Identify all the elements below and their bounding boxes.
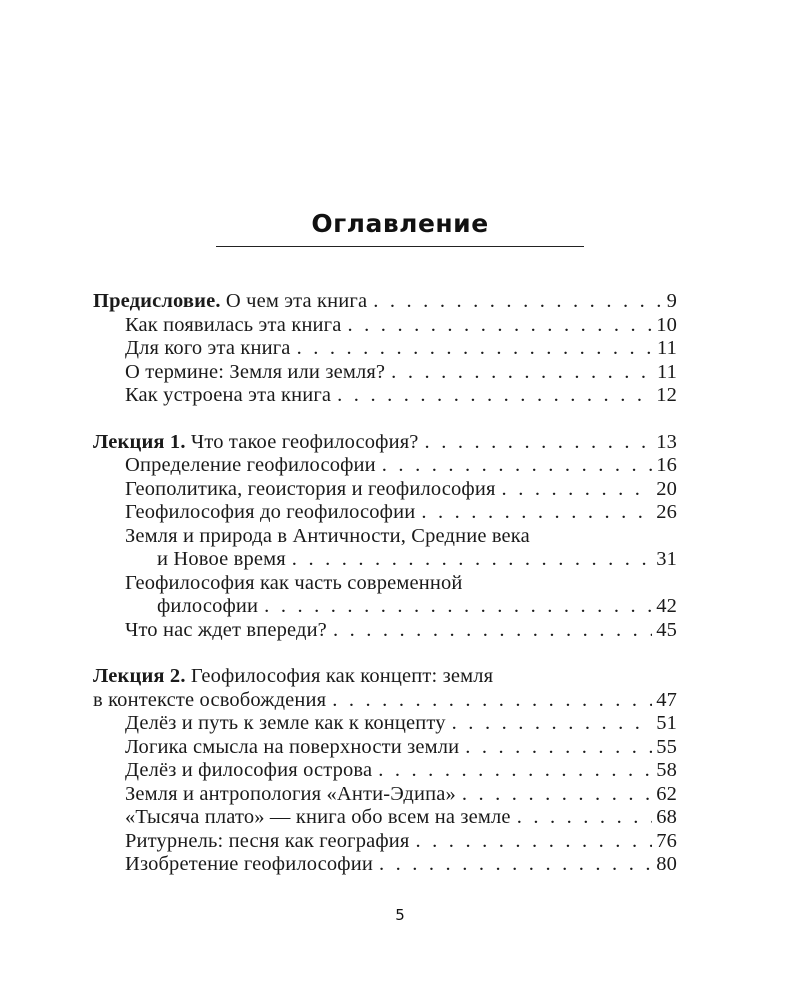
toc-entry[interactable] (93, 736, 677, 760)
toc-leader-dots (502, 478, 653, 502)
toc-entry-label: и Новое время (157, 548, 286, 570)
toc-entry[interactable] (93, 759, 677, 783)
toc-page-number: 51 (656, 712, 677, 734)
toc-page-number: 10 (656, 313, 677, 336)
toc-entry-label: Земля и антропология «Анти-Эдипа» (125, 782, 456, 805)
toc-entry-label: Геофилософия как концепт: земля (185, 665, 494, 687)
toc-entry[interactable] (93, 501, 677, 525)
toc-page-number: 9 (666, 290, 677, 312)
toc-leader-dots (297, 337, 653, 361)
toc-entry-label: философии (157, 595, 259, 617)
toc-page-number: 11 (656, 337, 677, 359)
toc-leader-dots (517, 806, 653, 830)
toc-entry[interactable] (93, 384, 677, 408)
toc-entry-wrapped-line[interactable] (93, 525, 677, 549)
toc-page-number: 62 (656, 782, 677, 805)
toc-section-lecture-2 (93, 665, 677, 877)
toc-leader-dots (264, 595, 652, 619)
toc-page-number: 11 (656, 360, 677, 383)
toc-leader-dots (452, 712, 653, 736)
toc-entry[interactable] (93, 783, 677, 807)
toc-entry-label: Логика смысла на поверхности земли (125, 735, 460, 758)
toc-leader-dots (421, 501, 652, 525)
toc-page-number: 76 (656, 829, 677, 852)
toc-page-number: 12 (656, 384, 677, 406)
toc-leader-dots (465, 736, 652, 760)
toc-leader-dots (425, 431, 653, 455)
toc-entry-label: Как устроена эта книга (125, 384, 332, 406)
toc-entry[interactable] (93, 290, 677, 314)
toc-leader-dots (391, 361, 653, 385)
toc-entry-label: Делёз и путь к земле как к концепту (125, 712, 446, 734)
toc-entry-prefix: Предисловие. (93, 290, 221, 312)
toc-entry-prefix: Лекция 1. (93, 430, 186, 453)
toc-page-number: 13 (656, 430, 677, 453)
page-number-footer: 5 (395, 906, 405, 924)
toc-entry[interactable] (93, 595, 677, 619)
toc-leader-dots (337, 384, 652, 408)
toc-entry[interactable] (93, 853, 677, 877)
toc-entry[interactable] (93, 337, 677, 361)
toc-section-lecture-1 (93, 431, 677, 643)
toc-entry-label: Что нас ждет впереди? (125, 618, 327, 641)
toc-entry[interactable] (93, 454, 677, 478)
toc-entry[interactable] (93, 830, 677, 854)
toc-entry[interactable] (93, 712, 677, 736)
toc-entry-label: Определение геофилософии (125, 454, 376, 476)
toc-entry[interactable] (93, 361, 677, 385)
toc-leader-dots (332, 689, 652, 713)
toc-entry-label: «Тысяча плато» — книга обо всем на земле (125, 806, 511, 828)
toc-page-number: 68 (656, 806, 677, 828)
toc-entry-label: Геофилософия до геофилософии (125, 501, 416, 523)
toc-entry-label: О термине: Земля или земля? (125, 360, 386, 383)
toc-entry-label: Ритурнель: песня как география (125, 829, 410, 852)
toc-entry[interactable] (93, 548, 677, 572)
toc-page-number: 45 (656, 618, 677, 641)
toc-entry-label: Изобретение геофилософии (125, 853, 373, 875)
table-of-contents (93, 290, 677, 900)
toc-page-number: 58 (656, 759, 677, 781)
toc-page-number: 80 (656, 853, 677, 875)
toc-leader-dots (292, 548, 652, 572)
toc-page-number: 42 (656, 595, 677, 617)
toc-entry-wrapped-line[interactable] (93, 572, 677, 596)
toc-entry[interactable] (93, 478, 677, 502)
toc-entry[interactable] (93, 806, 677, 830)
toc-leader-dots (382, 454, 652, 478)
toc-entry[interactable] (93, 619, 677, 643)
toc-entry-label: Геополитика, геоистория и геофилософия (125, 477, 496, 500)
page-title: Оглавление (311, 209, 489, 238)
toc-entry[interactable] (93, 314, 677, 338)
toc-leader-dots (348, 314, 653, 338)
toc-page-number: 47 (656, 688, 677, 711)
toc-page-number: 16 (656, 454, 677, 476)
toc-entry-wrapped-line[interactable] (93, 665, 677, 689)
toc-entry-prefix: Лекция 2. (93, 665, 186, 687)
toc-leader-dots (373, 290, 661, 314)
toc-entry-label: в контексте освобождения (93, 688, 327, 711)
toc-leader-dots (416, 830, 653, 854)
toc-leader-dots (378, 759, 652, 783)
toc-entry-label: Для кого эта книга (125, 337, 291, 359)
toc-page-number: 20 (656, 477, 677, 500)
toc-leader-dots (379, 853, 652, 877)
toc-entry-label: О чем эта книга (220, 290, 368, 312)
toc-entry-label: Геофилософия как часть современной (125, 571, 463, 594)
toc-entry[interactable] (93, 431, 677, 455)
toc-page-number: 31 (656, 548, 677, 570)
title-underline (216, 246, 584, 247)
toc-leader-dots (333, 619, 652, 643)
toc-entry-label: Делёз и философия острова (125, 759, 373, 781)
toc-page-number: 26 (656, 501, 677, 523)
toc-entry-label: Земля и природа в Античности, Средние века (125, 524, 530, 547)
toc-section-preface (93, 290, 677, 408)
toc-page-number: 55 (656, 735, 677, 758)
toc-leader-dots (462, 783, 652, 807)
toc-entry[interactable] (93, 689, 677, 713)
toc-entry-label: Как появилась эта книга (125, 313, 342, 336)
toc-entry-label: Что такое геофилософия? (185, 430, 419, 453)
